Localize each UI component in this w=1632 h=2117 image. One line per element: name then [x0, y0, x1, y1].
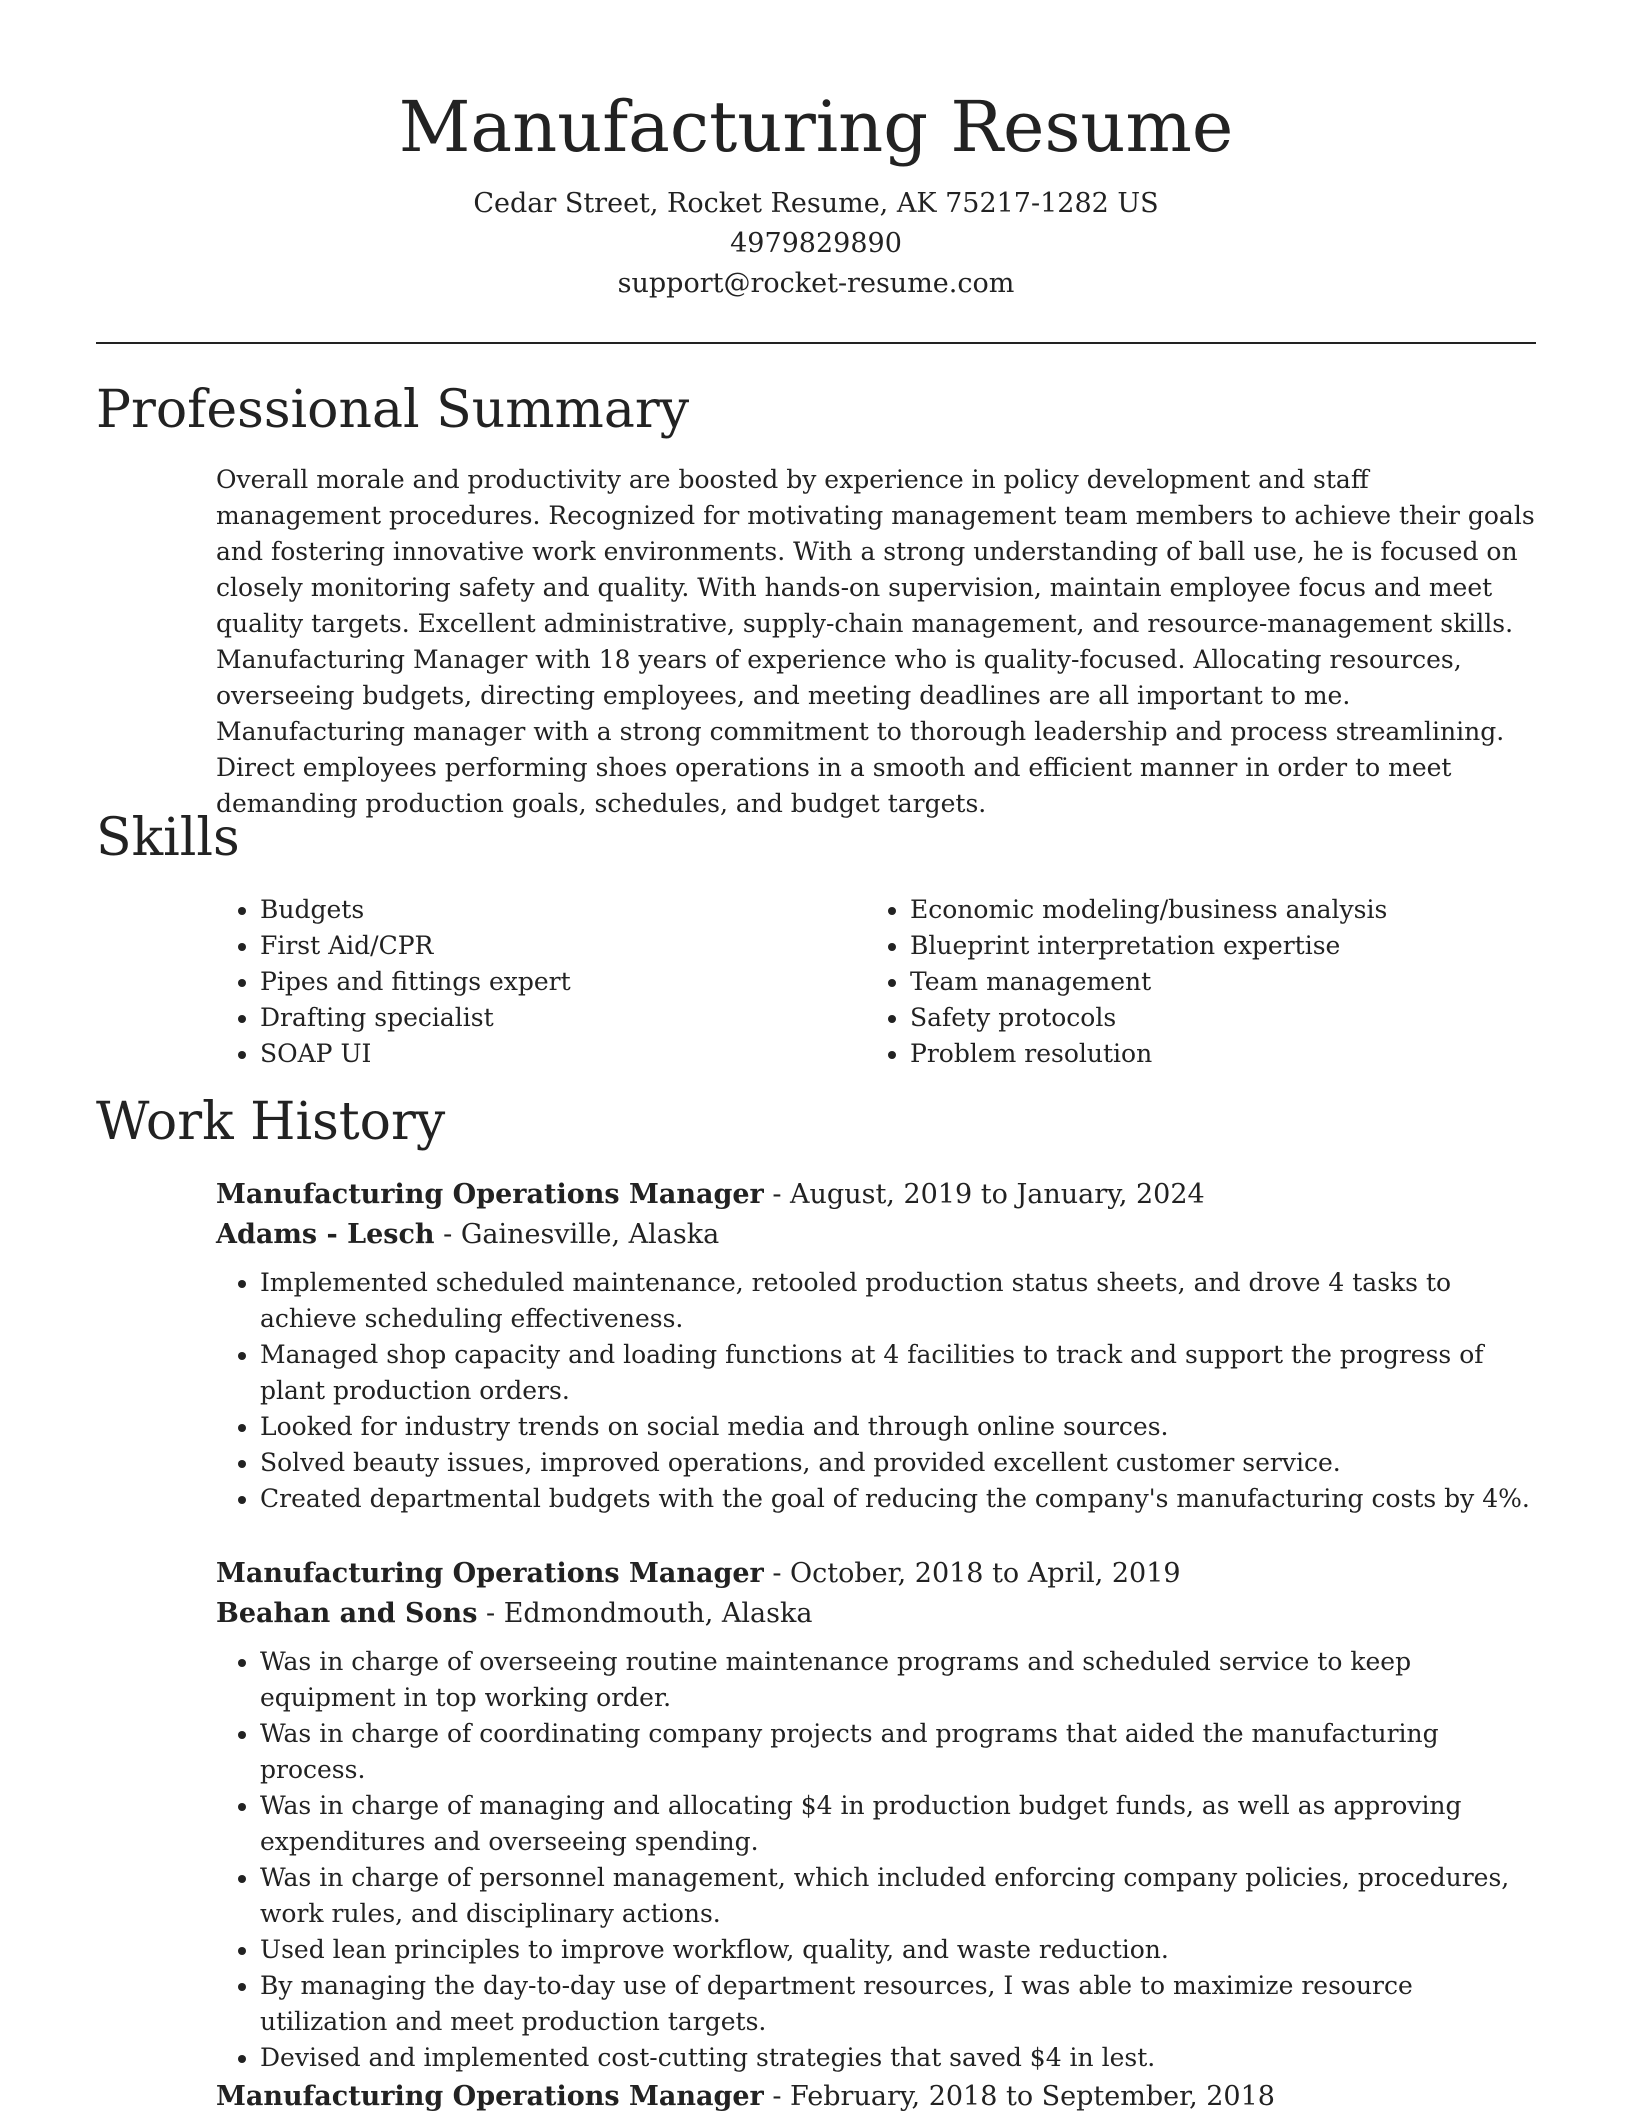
job-title-line — [216, 1554, 1536, 1594]
job-role: Manufacturing Operations Manager — [216, 1179, 764, 1210]
job-company: Adams - Lesch — [216, 1219, 435, 1250]
job-entry — [216, 2077, 1536, 2117]
job-company: Beahan and Sons — [216, 1598, 478, 1629]
resume-title: Manufacturing Resume — [398, 86, 1234, 168]
job-bullet: • Looked for industry trends on social media and through online sources. — [260, 1409, 1536, 1445]
skill-item: • Safety protocols — [910, 1000, 1516, 1036]
job-bullet: • Was in charge of coordinating company projects and programs that aided the manufacturing process. — [260, 1716, 1536, 1788]
job-entry — [216, 1175, 1536, 1517]
job-role: Manufacturing Operations Manager — [216, 2081, 764, 2112]
skill-item: • Economic modeling/business analysis — [910, 892, 1516, 928]
header-divider — [96, 342, 1536, 344]
summary-text: Overall morale and productivity are boosted by experience in policy development and staff management procedures. Recognized for motivating management team members to achieve their goals and fostering innovative work environments. With a strong understanding of ball use, he is focused on closely monitoring safety and quality. With hands-on supervision, maintain employee focus and meet quality targets. Excellent administrative, supply-chain management, and resource-management skills. Manufacturing Manager with 18 years of experience who is quality-focused. Allocating resources, overseeing budgets, directing employees, and meeting deadlines are all important to me. Manufacturing manager with a strong commitment to thorough leadership and process streamlining. Direct employees performing shoes operations in a smooth and efficient manner in order to meet demanding production goals, schedules, and budget targets. — [216, 465, 1535, 818]
job-bullets — [216, 1644, 1536, 2076]
job-bullets — [216, 1265, 1536, 1517]
skill-item: • First Aid/CPR — [260, 928, 866, 964]
job-dates: - August, 2019 to January, 2024 — [763, 1179, 1205, 1210]
skill-item: • SOAP UI — [260, 1036, 866, 1072]
job-bullet: • By managing the day-to-day use of department resources, I was able to maximize resource utilization and meet production targets. — [260, 1968, 1536, 2040]
section-title-work-history: Work History — [96, 1092, 446, 1152]
job-bullet: • Solved beauty issues, improved operations, and provided excellent customer service. — [260, 1445, 1536, 1481]
contact-email: support@rocket-resume.com — [617, 268, 1015, 299]
contact-address: Cedar Street, Rocket Resume, AK 75217-1282 US — [473, 188, 1159, 219]
skills-list — [216, 892, 1536, 1072]
job-bullet: • Created departmental budgets with the goal of reducing the company's manufacturing costs by 4%. — [260, 1481, 1536, 1517]
job-company-line — [216, 1594, 1536, 1634]
contact-phone: 4979829890 — [730, 228, 902, 259]
skill-item: • Team management — [910, 964, 1516, 1000]
job-bullet: • Implemented scheduled maintenance, retooled production status sheets, and drove 4 tasks to achieve scheduling effectiveness. — [260, 1265, 1536, 1337]
job-bullet: • Was in charge of personnel management, which included enforcing company policies, procedures, work rules, and disciplinary actions. — [260, 1860, 1536, 1932]
section-title-summary: Professional Summary — [96, 380, 690, 440]
job-title-line — [216, 2077, 1536, 2117]
contact-block — [0, 184, 1632, 304]
skill-item: • Budgets — [260, 892, 866, 928]
job-dates: - October, 2018 to April, 2019 — [763, 1558, 1181, 1589]
job-location: - Gainesville, Alaska — [434, 1219, 720, 1250]
skill-item: • Pipes and fittings expert — [260, 964, 866, 1000]
skill-item: • Drafting specialist — [260, 1000, 866, 1036]
job-role: Manufacturing Operations Manager — [216, 1558, 764, 1589]
job-bullet: • Used lean principles to improve workflow, quality, and waste reduction. — [260, 1932, 1536, 1968]
job-company-line — [216, 1215, 1536, 1255]
skill-item: • Problem resolution — [910, 1036, 1516, 1072]
job-bullet: • Devised and implemented cost-cutting strategies that saved $4 in lest. — [260, 2040, 1536, 2076]
job-entry — [216, 1554, 1536, 2076]
job-bullet: • Was in charge of overseeing routine maintenance programs and scheduled service to keep equipment in top working order. — [260, 1644, 1536, 1716]
job-bullet: • Managed shop capacity and loading functions at 4 facilities to track and support the progress of plant production orders. — [260, 1337, 1536, 1409]
skills-column-left — [216, 892, 866, 1072]
job-dates: - February, 2018 to September, 2018 — [763, 2081, 1275, 2112]
job-location: - Edmondmouth, Alaska — [477, 1598, 813, 1629]
resume-header — [0, 0, 1632, 304]
section-title-skills: Skills — [96, 808, 240, 868]
skills-column-right — [866, 892, 1516, 1072]
skill-item: • Blueprint interpretation expertise — [910, 928, 1516, 964]
job-bullet: • Was in charge of managing and allocating $4 in production budget funds, as well as approving expenditures and overseeing spending. — [260, 1788, 1536, 1860]
job-title-line — [216, 1175, 1536, 1215]
